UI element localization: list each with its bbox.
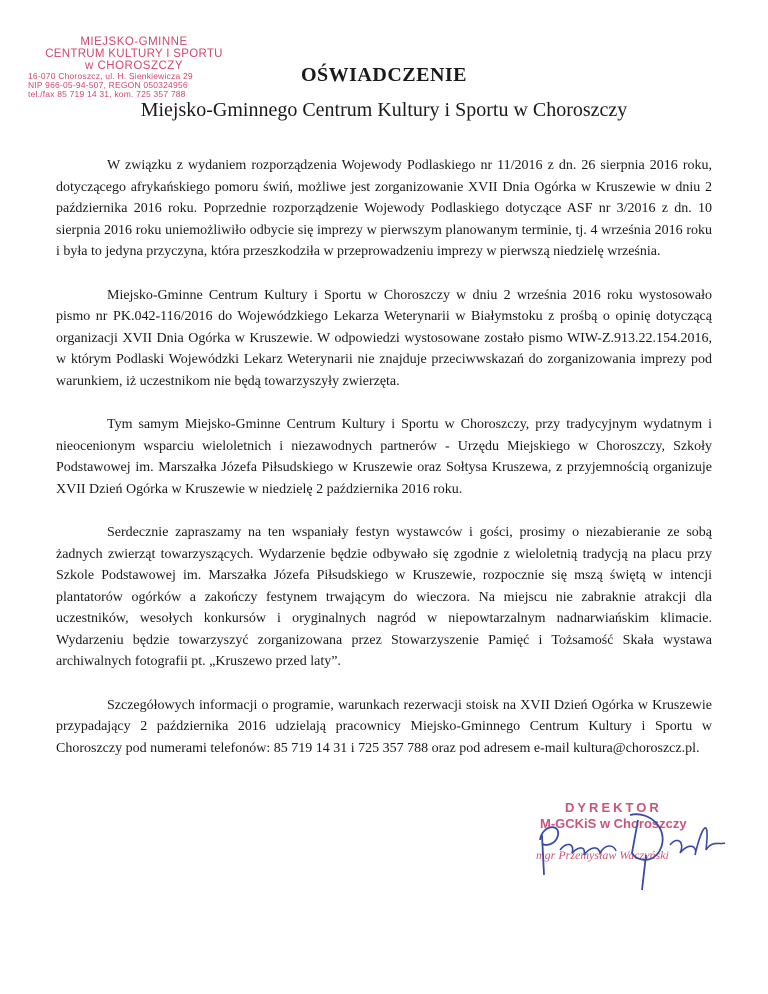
- signature-title-stamp: DYREKTOR: [565, 800, 662, 815]
- paragraph: Serdecznie zapraszamy na ten wspaniały festyn wystawców i gości, prosimy o niezabieranie ze sobą żadnych zwierząt towarzyszących. Wydarzenie będzie odbywało się zgodnie z wieloletnią tradycją na placu przy Szkole Podstawowej im. Marszałka Józefa Piłsudskiego w Kruszewie, rozpocznie się mszą świętą w intencji plantatorów ogórków a zakończy festynem trwającym do wieczora. Na miejscu nie zabraknie atrakcji dla uczestników, wesołych konkursów i oryginalnych nagród w niepowtarzalnym nadnarwiańskim klimacie. Wydarzeniu będzie towarzyszyć zorganizowana przez Stowarzyszenie Pamięć i Tożsamość Skała wystawa archiwalnych fotografii pt. „Kruszewo przed laty”.: [56, 525, 712, 669]
- stamp-address: 16-070 Choroszcz, ul. H. Sienkiewicza 29: [28, 71, 193, 82]
- stamp-line-1: MIEJSKO-GMINNE: [80, 36, 188, 48]
- document-subtitle: Miejsko-Gminnego Centrum Kultury i Sportu w Choroszczy: [140, 99, 628, 121]
- stamp-ids: NIP 966-05-94-507, REGON 050324956: [28, 80, 188, 91]
- paragraph: Miejsko-Gminne Centrum Kultury i Sportu w Choroszczy w dniu 2 września 2016 roku wystosowało pismo nr PK.042-116/2016 do Wojewódzkiego Lekarza Weterynarii w Białymstoku z prośbą o opinię dotyczącą organizacji XVII Dnia Ogórka w Kruszewie. W odpowiedzi wystosowane zostało pismo WIW-Z.913.22.154.2016, w którym Podlaski Wojewódzki Lekarz Weterynarii nie znajduje przeciwwskazań do zorganizowania imprezy pod warunkiem, iż uczestnikom nie będą towarzyszyły zwierzęta.: [56, 287, 712, 389]
- paragraph: Tym samym Miejsko-Gminne Centrum Kultury i Sportu w Choroszczy, przy tradycyjnym wydatnym i nieocenionym wsparciu wieloletnich i niezawodnych partnerów - Urzędu Miejskiego w Choroszczy, Szkoły Podstawowej im. Marszałka Józefa Piłsudskiego w Kruszewie oraz Sołtysa Kruszewa, z przyjemnością organizuje XVII Dzień Ogórka w Kruszewie w niedzielę 2 października 2016 roku.: [56, 417, 712, 497]
- paragraph: Szczegółowych informacji o programie, warunkach rezerwacji stoisk na XVII Dzień Ogórka w Kruszewie przypadający 2 października 2016 udzielają pracownicy Miejsko-Gminnego Centrum Kultury i Sportu w Choroszczy pod numerami telefonów: 85 719 14 31 i 725 357 788 oraz pod adresem e-mail kultura@choroszcz.pl.: [56, 697, 712, 756]
- stamp-line-2: CENTRUM KULTURY I SPORTU: [45, 48, 223, 61]
- document-body: [56, 155, 712, 781]
- signature-name-stamp: mgr Przemysław Waczyński: [536, 848, 669, 862]
- handwritten-signature: [520, 795, 740, 895]
- paragraph: W związku z wydaniem rozporządzenia Wojewody Podlaskiego nr 11/2016 z dn. 26 sierpnia 2016 roku, dotyczącego afrykańskiego pomoru świń, możliwe jest zorganizowanie XVII Dnia Ogórka w Kruszewie w dniu 2 października 2016 roku. Poprzednie rozporządzenie Wojewody Podlaskiego dotyczące ASF nr 3/2016 z dn. 10 sierpnia 2016 roku uniemożliwiło odbycie się imprezy w pierwszym planowanym terminie, tj. 4 września 2016 roku i była to jedyna przyczyna, która przeszkodziła w przeprowadzeniu imprezy w pierwszą niedzielę września.: [56, 158, 712, 259]
- stamp-phone: tel./fax 85 719 14 31, kom. 725 357 788: [28, 89, 186, 100]
- document-title: OŚWIADCZENIE: [300, 64, 468, 86]
- stamp-line-3: w CHOROSZCZY: [85, 60, 183, 73]
- signature-org-stamp: M-GCKiS w Choroszczy: [540, 816, 687, 831]
